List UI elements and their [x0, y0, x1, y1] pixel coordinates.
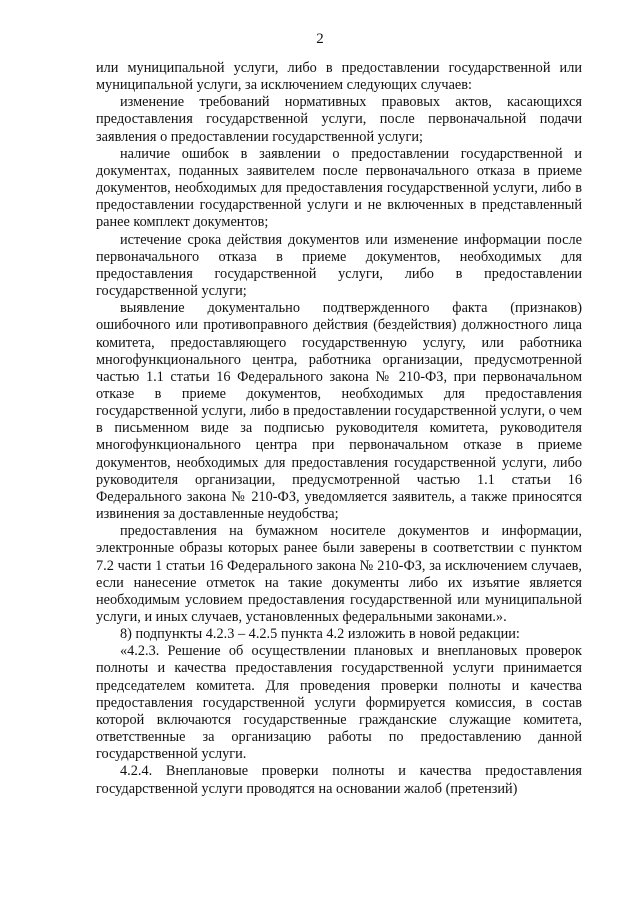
- document-body: [96, 60, 582, 798]
- paragraph-requirements-change: изменение требований нормативных правовых актов, касающихся предоставления государственной услуги, после первоначальной подачи заявления о предоставлении государственной услуги;: [96, 94, 582, 145]
- page-number: 2: [316, 31, 324, 47]
- paragraph-clause-4-2-3: «4.2.3. Решение об осуществлении плановых и внеплановых проверок полноты и качества предоставления государственной услуги принимается председателем комитета. Для проведения проверки полноты и качества предоставления государственной услуги формируется комиссия, в состав которой включаются государственные гражданские служащие комитета, ответственные за организацию работы по предоставлению данной государственной услуги.: [96, 643, 582, 763]
- paragraph-continuation: или муниципальной услуги, либо в предоставлении государственной или муниципальной услуги, за исключением следующих случаев:: [96, 60, 582, 94]
- paragraph-application-errors: наличие ошибок в заявлении о предоставлении государственной и документах, поданных заявителем после первоначального отказа в приеме документов, необходимых для предоставления государственной услуги, либо в предоставлении государственной услуги и не включенных в представленный ранее комплект документов;: [96, 145, 582, 231]
- paragraph-paper-documents: предоставления на бумажном носителе документов и информации, электронные образы которых ранее были заверены в соответствии с пунктом 7.2 части 1 статьи 16 Федерального закона № 210-ФЗ, за исключением случаев, если нанесение отметок на такие документы либо их изъятие является необходимым условием предоставления государственной или муниципальной услуги, и иных случаев, установленных федеральными законами.».: [96, 523, 582, 625]
- paragraph-clause-4-2-4: 4.2.4. Внеплановые проверки полноты и качества предоставления государственной услуги проводятся на основании жалоб (претензий): [96, 763, 582, 797]
- paragraph-amendment-item-8: 8) подпункты 4.2.3 – 4.2.5 пункта 4.2 изложить в новой редакции:: [120, 626, 520, 643]
- paragraph-erroneous-action: выявление документально подтвержденного факта (признаков) ошибочного или противоправного действия (бездействия) должностного лица комитета, предоставляющего государственную услугу, или работника многофункционального центра, работника организации, предусмотренной частью 1.1 статьи 16 Федерального закона № 210-ФЗ, при первоначальном отказе в приеме документов, необходимых для предоставления государственной услуги, либо в предоставлении государственной услуги, о чем в письменном виде за подписью руководителя комитета, руководителя многофункционального центра при первоначальном отказе в приеме документов, необходимых для предоставления государственной услуги, либо руководителя организации, предусмотренной частью 1.1 статьи 16 Федерального закона № 210-ФЗ, уведомляется заявитель, а также приносятся извинения за доставленные неудобства;: [96, 300, 582, 523]
- paragraph-document-expiry: истечение срока действия документов или изменение информации после первоначального отказа в приеме документов, необходимых для предоставления государственной услуги, либо в предоставлении государственной услуги;: [96, 231, 582, 300]
